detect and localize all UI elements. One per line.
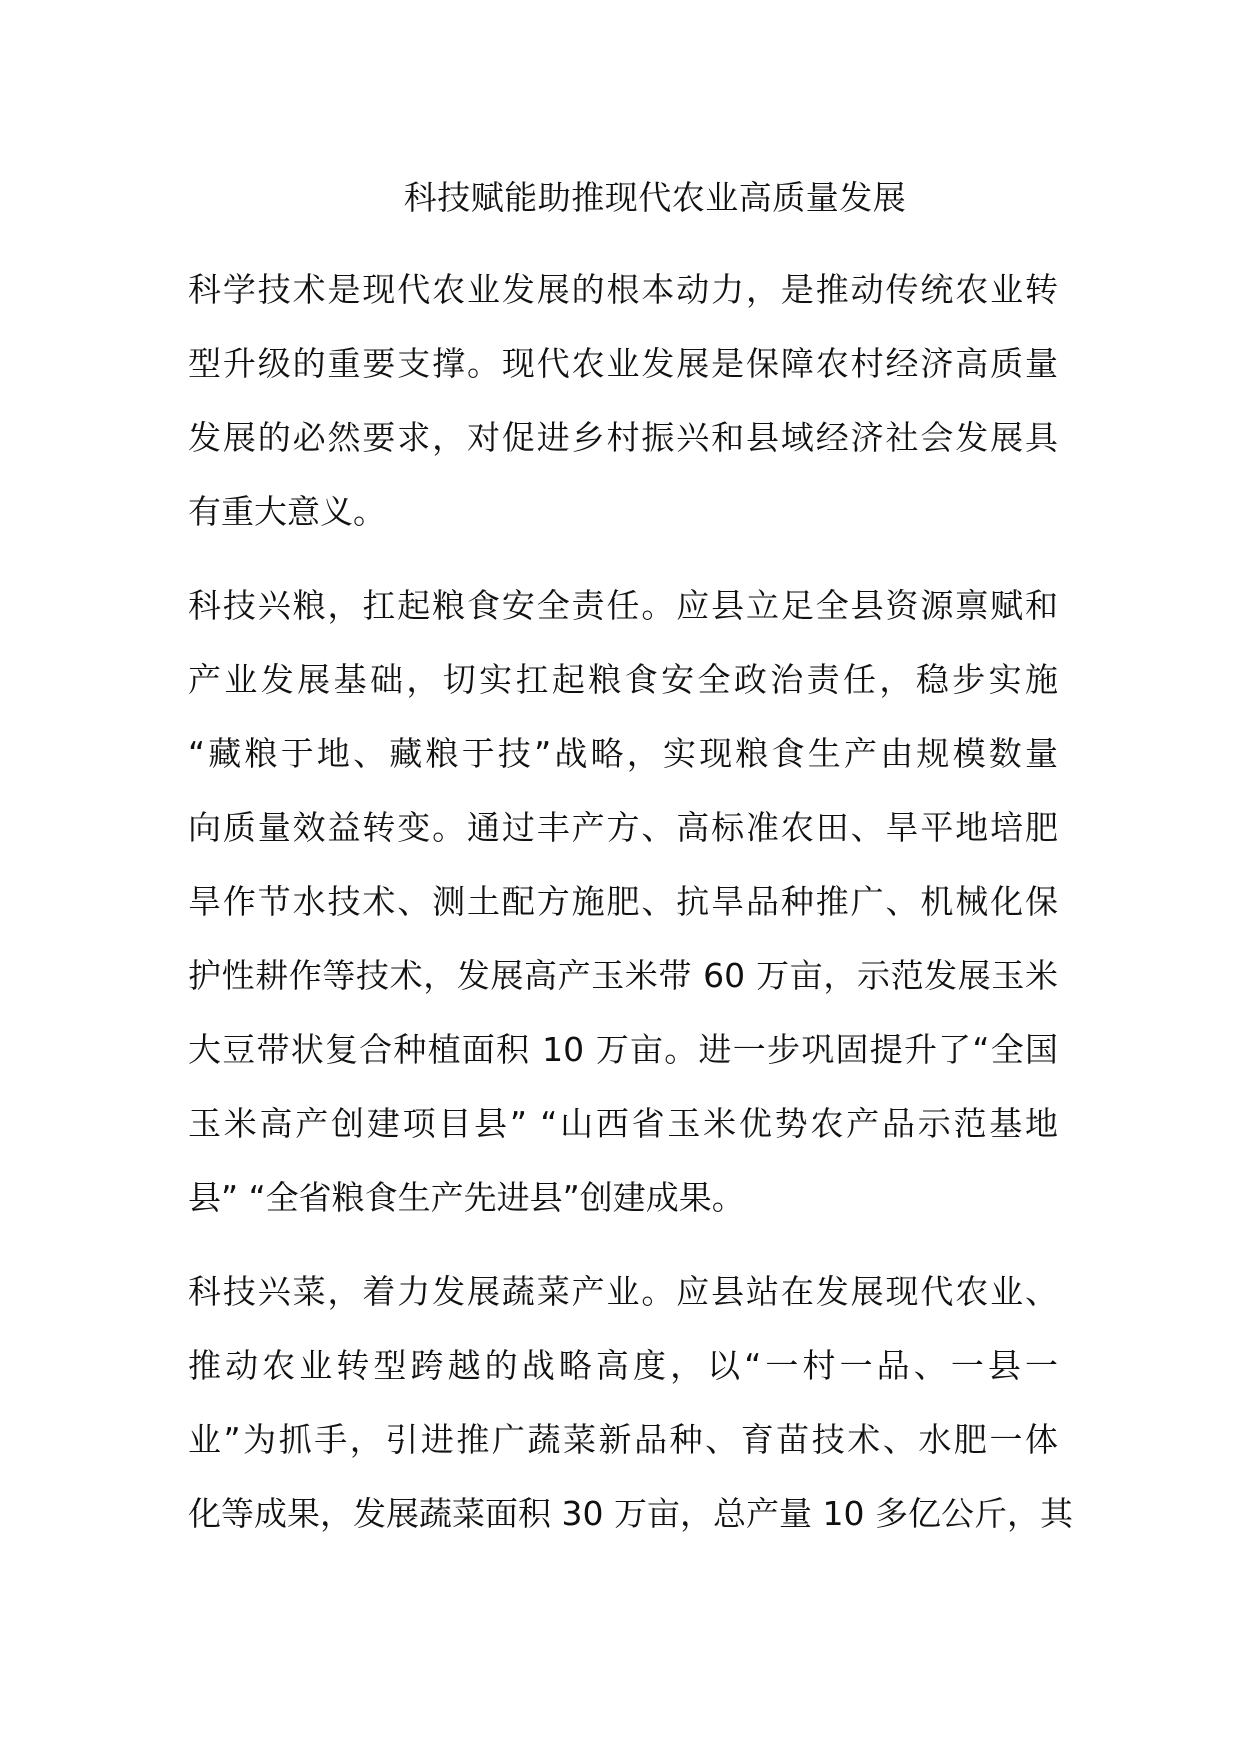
page-title: 科技赋能助推现代农业高质量发展 bbox=[403, 178, 907, 217]
paragraph-2-line-1: 科技兴粮，扛起粮食安全责任。应县立足全县资源禀赋和 bbox=[188, 586, 1058, 625]
paragraph-2-line-3: “藏粮于地、藏粮于技”战略，实现粮食生产由规模数量 bbox=[188, 734, 1058, 773]
paragraph-2-line-6: 护性耕作等技术，发展高产玉米带 60 万亩，示范发展玉米 bbox=[188, 956, 1058, 995]
paragraph-3-line-3: 业”为抓手，引进推广蔬菜新品种、育苗技术、水肥一体 bbox=[188, 1420, 1058, 1459]
paragraph-2-line-2: 产业发展基础，切实扛起粮食安全政治责任，稳步实施 bbox=[188, 660, 1058, 699]
paragraph-2-line-5: 旱作节水技术、测土配方施肥、抗旱品种推广、机械化保 bbox=[188, 882, 1058, 921]
paragraph-2-line-9: 县” “全省粮食生产先进县”创建成果。 bbox=[188, 1178, 745, 1217]
paragraph-3-line-1: 科技兴菜，着力发展蔬菜产业。应县站在发展现代农业、 bbox=[188, 1272, 1058, 1311]
paragraph-2-line-8: 玉米高产创建项目县” “山西省玉米优势农产品示范基地 bbox=[188, 1104, 1058, 1143]
paragraph-2-line-4: 向质量效益转变。通过丰产方、高标准农田、旱平地培肥 bbox=[188, 808, 1058, 847]
paragraph-1-line-2: 型升级的重要支撑。现代农业发展是保障农村经济高质量 bbox=[188, 344, 1058, 383]
paragraph-1-line-4: 有重大意义。 bbox=[188, 492, 386, 531]
paragraph-1-line-1: 科学技术是现代农业发展的根本动力，是推动传统农业转 bbox=[188, 270, 1058, 309]
paragraph-3-line-2: 推动农业转型跨越的战略高度，以“一村一品、一县一 bbox=[188, 1346, 1058, 1385]
paragraph-2-line-7: 大豆带状复合种植面积 10 万亩。进一步巩固提升了“全国 bbox=[188, 1030, 1058, 1069]
paragraph-1-line-3: 发展的必然要求，对促进乡村振兴和县域经济社会发展具 bbox=[188, 418, 1058, 457]
paragraph-3-line-4: 化等成果，发展蔬菜面积 30 万亩，总产量 10 多亿公斤，其 bbox=[188, 1494, 1073, 1533]
